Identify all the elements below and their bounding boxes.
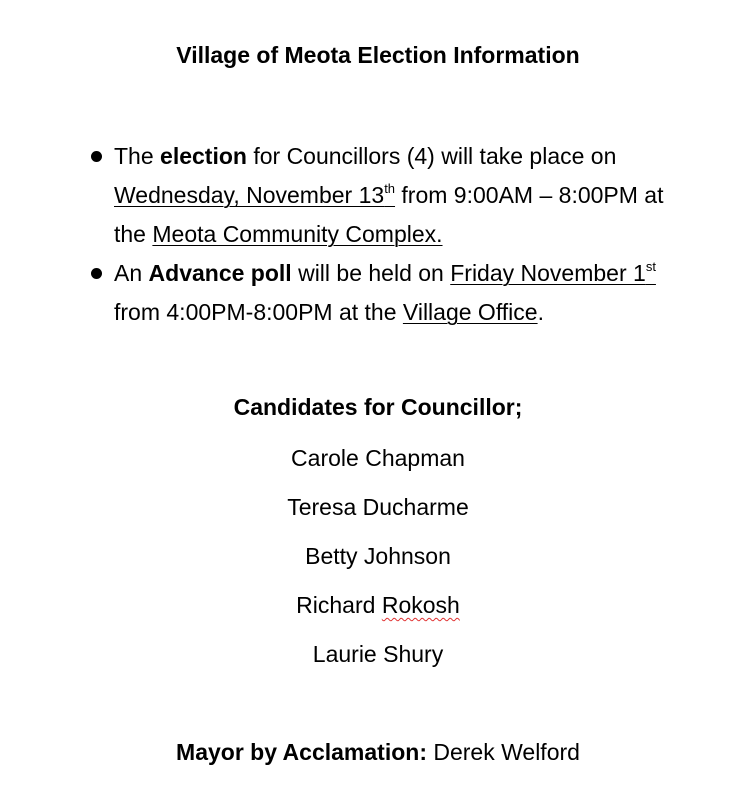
list-item-advance-poll (90, 254, 690, 332)
advance-text-part: from 4:00PM-8:00PM at the (114, 299, 403, 325)
election-location: Meota Community Complex. (152, 221, 443, 247)
advance-location: Village Office (402, 299, 538, 325)
candidate-list (0, 441, 750, 686)
candidate-name: Laurie Shury (312, 641, 444, 667)
advance-text-part: . (537, 299, 544, 325)
list-item-election (90, 137, 690, 254)
bullet-icon (91, 268, 102, 279)
candidate-name: Betty Johnson (305, 543, 451, 569)
election-text-part: The (114, 143, 161, 169)
advance-date-suffix: st (645, 259, 656, 274)
election-date: Wednesday, November 13th (114, 181, 396, 208)
election-date-suffix: th (384, 181, 396, 196)
spellcheck-flagged-word: Rokosh (381, 592, 460, 618)
advance-bold-term: Advance poll (148, 260, 292, 286)
election-text-part: for Councillors (4) will take place on (246, 143, 617, 169)
candidate-name: Teresa Ducharme (287, 494, 469, 520)
candidates-heading: Candidates for Councillor; (233, 394, 523, 420)
candidate-name: Carole Chapman (291, 445, 465, 471)
advance-date: Friday November 1st (450, 259, 656, 286)
advance-text-part: will be held on (291, 260, 451, 286)
election-bold-term: election (160, 143, 247, 169)
page-title: Village of Meota Election Information (176, 42, 580, 68)
bullet-icon (91, 151, 102, 162)
mayor-line (0, 737, 750, 767)
election-text-part: from 9:00AM – 8:00PM at the (114, 182, 664, 247)
election-info-list (90, 137, 690, 332)
advance-text-part: An (114, 260, 149, 286)
candidate-name: Richard Rokosh (296, 592, 460, 618)
mayor-name: Derek Welford (426, 739, 580, 765)
mayor-label: Mayor by Acclamation: (176, 739, 427, 765)
